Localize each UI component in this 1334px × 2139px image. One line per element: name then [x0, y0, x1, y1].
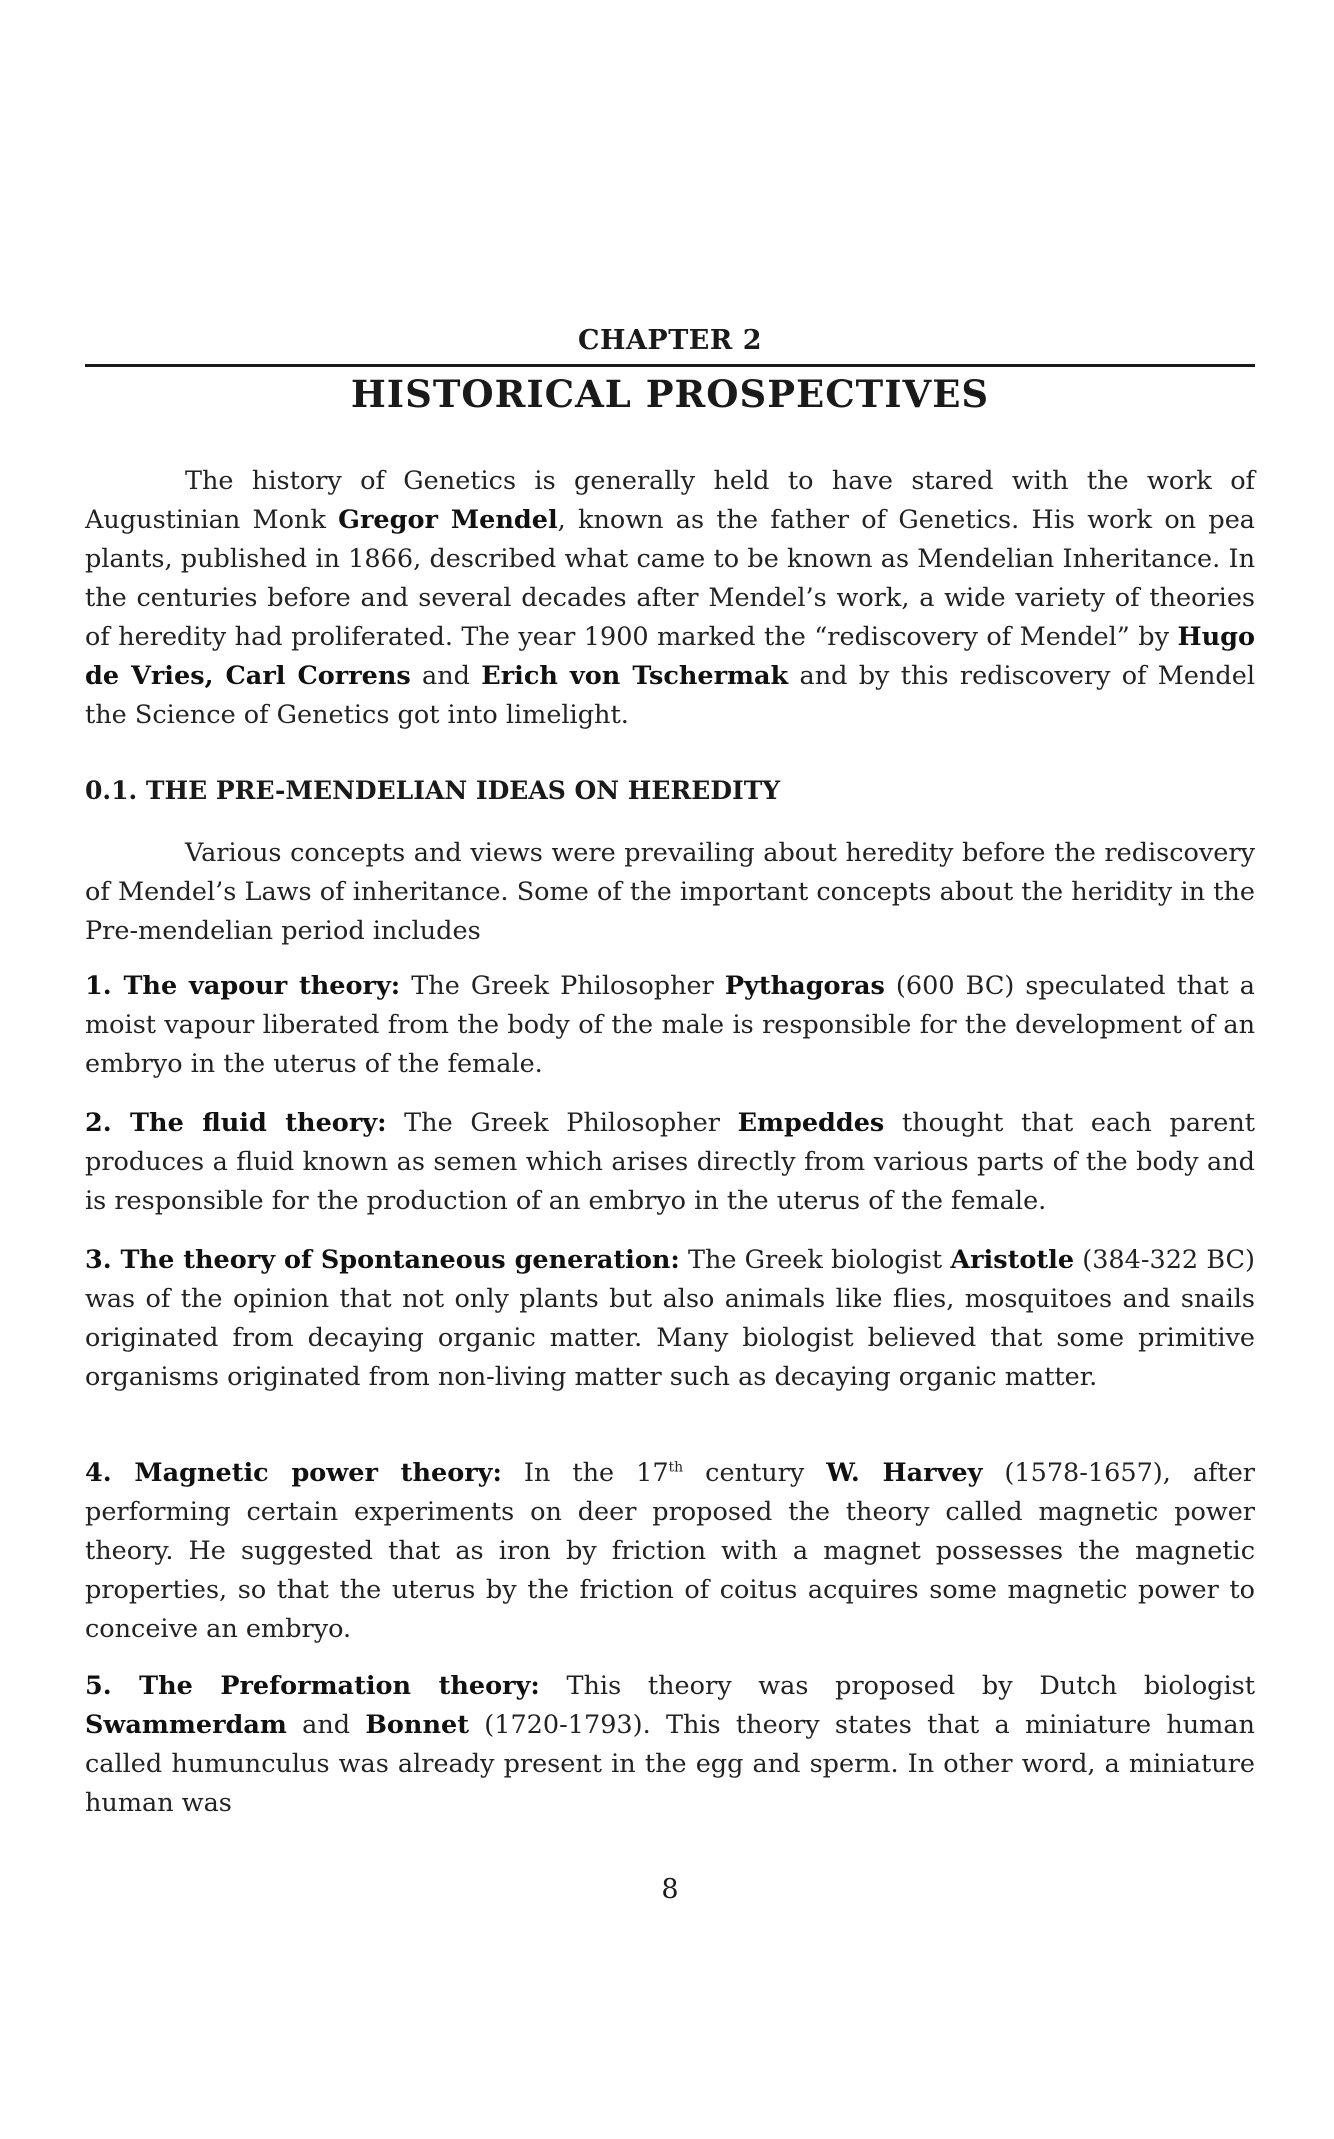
theory-spontaneous-label: 3. The theory of Spontaneous generation: — [85, 1245, 680, 1275]
theory-fluid — [85, 1104, 1255, 1221]
theory-vapour-text-b: (600 BC) speculated that a moist vapour liberated from the body of the male is responsible for the development of an embryo in the uterus of the female. — [85, 971, 1255, 1079]
theory-preformation-name-2: Bonnet — [365, 1710, 470, 1740]
intro-name-mendel: Gregor Mendel — [338, 505, 558, 535]
theory-preformation-label: 5. The Preformation theory: — [85, 1671, 540, 1701]
intro-text-1: The history of Genetics is generally held to have stared with the work of Augustinian Monk — [85, 466, 1255, 535]
theory-magnetic-label: 4. Magnetic power theory: — [85, 1458, 502, 1488]
intro-text-3: and — [410, 661, 482, 691]
theory-magnetic-text-b: (1578-1657), after performing certain experiments on deer proposed the theory called magnetic power theory. He suggested that as iron by friction with a magnet possesses the magnetic properties, so that the uterus by the friction of coitus acquires some magnetic power to conceive an embryo. — [85, 1458, 1255, 1644]
theory-magnetic-text-a2: century — [683, 1458, 827, 1488]
theory-fluid-text-b: thought that each parent produces a fluid known as semen which arises directly from various parts of the body and is responsible for the production of an embryo in the uterus of the female. — [85, 1108, 1255, 1216]
theory-spontaneous-name: Aristotle — [950, 1245, 1075, 1275]
theory-spontaneous-text-a: The Greek biologist — [679, 1245, 951, 1275]
theory-vapour-name: Pythagoras — [724, 971, 885, 1001]
theory-vapour — [85, 967, 1255, 1084]
theory-spontaneous-generation — [85, 1241, 1255, 1397]
theory-preformation — [85, 1667, 1255, 1823]
intro-name-tschermak: Erich von Tschermak — [481, 661, 789, 691]
section-heading: 0.1. THE PRE-MENDELIAN IDEAS ON HEREDITY — [85, 776, 781, 805]
section-intro-paragraph: Various concepts and views were prevailing about heredity before the rediscovery of Mendel’s Laws of inheritance. Some of the important concepts about the heridity in the Pre-mendelian period includes — [85, 838, 1255, 946]
intro-name-vries-correns: Hugo de Vries, Carl Correns — [85, 622, 1255, 691]
theory-fluid-text-a: The Greek Philosopher — [386, 1108, 738, 1138]
chapter-title: HISTORICAL PROSPECTIVES — [350, 372, 990, 416]
theory-preformation-text-mid: and — [286, 1710, 366, 1740]
theory-preformation-name-1: Swammerdam — [85, 1710, 287, 1740]
theory-magnetic-power — [85, 1454, 1255, 1649]
intro-text-2: , known as the father of Genetics. His work on pea plants, published in 1866, described what came to be known as Mendelian Inheritance. In the centuries before and several decades after Mendel’s work, a wide variety of theories of heredity had proliferated. The year 1900 marked the “rediscovery of Mendel” by — [85, 505, 1255, 652]
theory-preformation-text-a: This theory was proposed by Dutch biologist — [539, 1671, 1255, 1701]
theory-vapour-text-a: The Greek Philosopher — [400, 971, 725, 1001]
theory-spontaneous-text-b: (384-322 BC) was of the opinion that not only plants but also animals like flies, mosquitoes and snails originated from decaying organic matter. Many biologist believed that some primitive organisms originated from non-living matter such as decaying organic matter. — [85, 1245, 1255, 1392]
chapter-rule — [85, 364, 1255, 367]
theory-magnetic-superscript: th — [668, 1459, 684, 1476]
theory-preformation-text-b: (1720-1793). This theory states that a miniature human called humunculus was already present in the egg and sperm. In other word, a miniature human was — [85, 1710, 1255, 1818]
intro-text-4: and by this rediscovery of Mendel the Science of Genetics got into limelight. — [85, 661, 1255, 730]
theory-fluid-name: Empeddes — [737, 1108, 885, 1138]
theory-magnetic-name: W. Harvey — [826, 1458, 983, 1488]
theory-magnetic-text-a: In the 17 — [501, 1458, 669, 1488]
chapter-label: CHAPTER 2 — [577, 325, 763, 356]
page-number: 8 — [661, 1874, 679, 1905]
theory-vapour-label: 1. The vapour theory: — [85, 971, 401, 1001]
intro-paragraph — [85, 462, 1255, 735]
theory-fluid-label: 2. The fluid theory: — [85, 1108, 387, 1138]
